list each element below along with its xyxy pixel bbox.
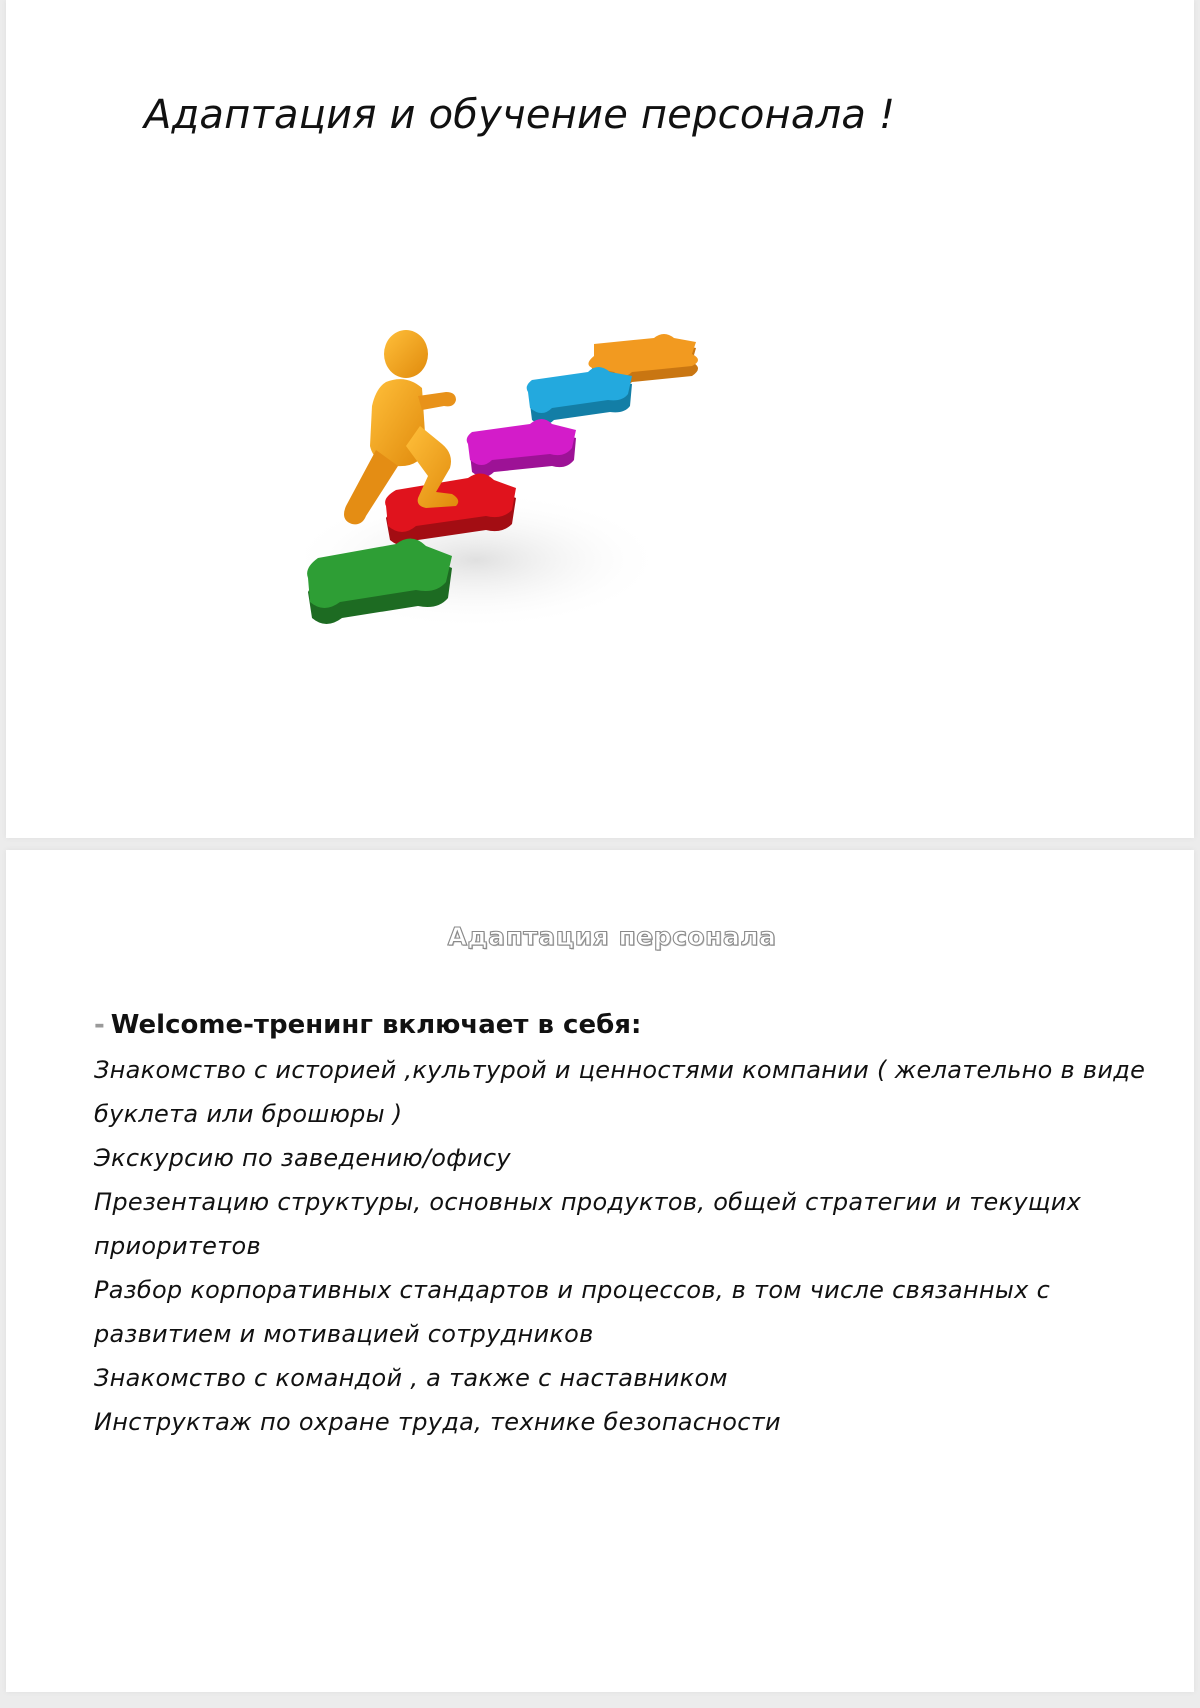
magenta-puzzle-piece (467, 419, 576, 477)
list-item: Инструктаж по охране труда, технике безопасности (94, 1408, 781, 1436)
slide-1-title: Адаптация и обучение персонала ! (144, 92, 896, 138)
list-item: Презентацию структуры, основных продуктов, общей стратегии и текущих приоритетов (94, 1188, 1082, 1260)
list-item: Знакомство с историей ,культурой и ценностями компании ( желательно в виде буклета или брошюры ) (94, 1056, 1146, 1128)
list-item: Знакомство с командой , а также с наставником (94, 1364, 728, 1392)
slide-2 (6, 850, 1194, 1692)
slide-1 (6, 0, 1194, 838)
cyan-puzzle-piece (527, 367, 632, 425)
puzzle-steps-figure-icon (306, 330, 766, 670)
slide-2-title: Адаптация персонала (447, 922, 777, 951)
welcome-items-list (94, 1048, 1154, 1444)
slide-2-content (94, 1002, 1154, 1444)
heading-text: Welcome-тренинг включает в себя: (110, 1010, 642, 1040)
list-item: Экскурсию по заведению/офису (94, 1144, 511, 1172)
list-item: Разбор корпоративных стандартов и процессов, в том числе связанных с развитием и мотивацией сотрудников (94, 1276, 1051, 1348)
heading-dash: - (94, 1010, 105, 1040)
section-heading (94, 1002, 1154, 1048)
